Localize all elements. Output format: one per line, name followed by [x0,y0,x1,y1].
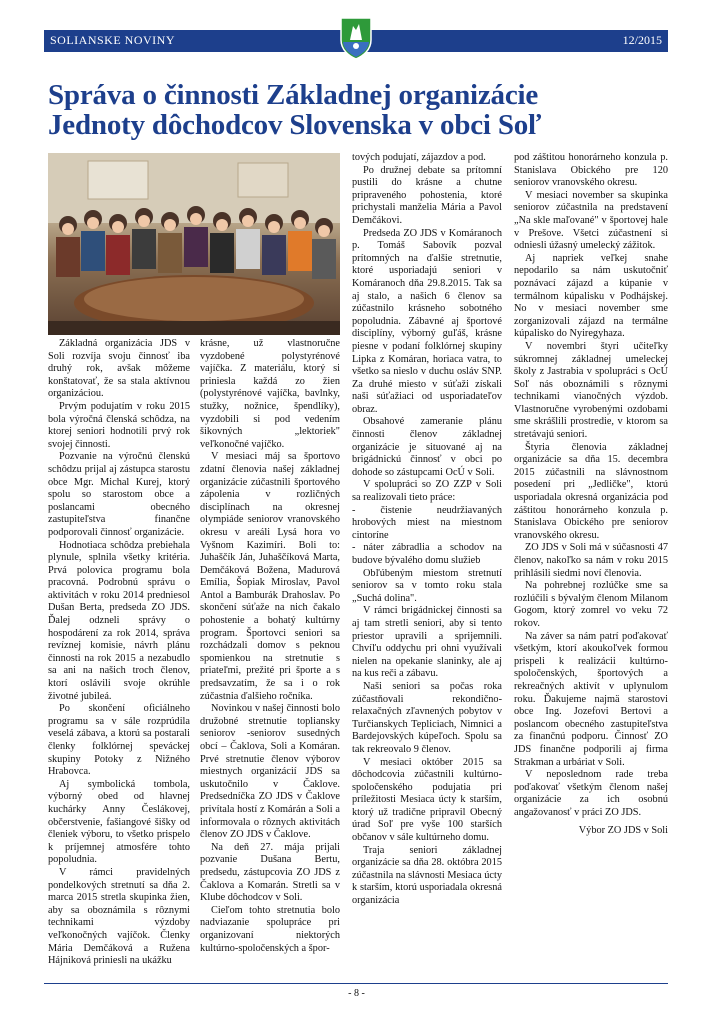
paragraph: Aj symbolická tombola, výborný obed od hlavnej kuchárky Anny Česlákovej, občerstvenie, fašiangové šišky od členiek výboru, to všetko prispelo k príjemnej atmosfére tohto popoludnia. [48,778,190,866]
paragraph: pod záštitou honorárneho konzula p. Stanislava Obického pre 120 seniorov vranovského okresu. [514,152,668,189]
group-photo [48,153,340,335]
paragraph: V neposlednom rade treba poďakovať všetkým členom našej organizácie za ich osobnú angažovanosť v práci ZO JDS. [514,769,668,818]
paragraph: Cieľom tohto stretnutia bolo nadviazanie spolupráce pri organizovaní niektorých kultúrno-spoločenských a špor- [200,904,340,954]
paragraph: V rámci brigádnickej činnosti sa aj tam stretli seniori, aby si tento priestor upravili a sprijemnili. Chvíľu oddychu pri ohni využívali nielen na opekanie slaninky, ale aj na kus reči a zábavu. [352,605,502,680]
paragraph: Po skončení oficiálneho programu sa v sále rozprúdila veselá zábava, a ktorú sa postarali členky folklórnej speváckej skupiny Potoky z Nižného Hrabovca. [48,703,190,778]
paragraph: Pozvanie na výročnú členskú schôdzu prijal aj zástupca starostu obce Mgr. Michal Kurej, ktorý spolu so starostom obce a poslancami obecného zastupiteľstva finančne podporovali činnosť organizácie. [48,451,190,538]
coat-of-arms-icon [339,16,373,60]
paragraph: Základná organizácia JDS v Soli rozvíja svoju činnosť iba druhý rok, avšak môžeme konštatovať, že sa stala aktívnou organizáciou. [48,338,190,400]
paragraph: V novembri štyri učiteľky súkromnej základnej umeleckej školy z Jastrabia v spolupráci s OcÚ Soľ nás oboznámili s rôznymi technikami vianočných výzdob. Vlastnoručne vyrobenými ozdobami sme skrášlili prostredie, v ktorom sa stretávajú seniori. [514,340,668,441]
paragraph: Štyria členovia základnej organizácie sa dňa 15. decembra 2015 zúčastnili na slávnostnom posedení pri „Jedličke", ktorú usporiadala okresná organizácia pod záštitou honorárneho konzula p. Stanislava Obického pre seniorov vranovského okresu. [514,441,668,541]
paragraph: Hodnotiaca schôdza prebiehala plynule, splnila všetky kritéria. Prvá polovica programu bola pracovná. Podrobnú správu o aktivitách v roku 2014 predniesol Dušan Berta, predseda ZO JDS. Ďalej odzneli správy o hospodárení za rok 2014, správa revíznej komisie, návrh plánu činnosti na rok 2015 a nezabudlo sa ani na našich troch členov, ktorí oslávili svoje okrúhle životné jubileá. [48,539,190,702]
list-item: - čistenie neudržiavaných hrobových miest na miestnom cintoríne [352,504,502,541]
article-column-4 [514,152,668,838]
paragraph: Na deň 27. mája prijali pozvanie Dušana Bertu, predsedu, zástupcovia ZO JDS z Čaklova a Komarán. Stretli sa v Klube dôchodcov v Soli. [200,841,340,904]
paragraph: Obsahové zameranie plánu činnosti členov základnej organizácie je situované aj na brigádnickú činnosť v obci po dohode so zástupcami OcÚ v Soli. [352,416,502,478]
article-column-1 [48,338,190,968]
paragraph: V mesiaci máj sa športovo zdatní členovia našej základnej organizácie zúčastnili športového zápolenia v rozličných disciplínach na okresnej olympiáde seniorov vranovského okresu v areáli Lysá hora vo Vyšnom Kazimíri. Boli to: Juhaščík Ján, Juhaščíková Marta, Demčáková Božena, Madurová Emília, Šopiak Miroslav, Pavol Antol a Bamburák Drahoslav. Po skončení súťaže na nich čakalo pohostenie a bohatý kultúrny program. Športovci seniori sa rozchádzali domov s peknou spomienkou na stretnutie s priateľmi, prežité pri športe a s predsavzatím, že sa i o rok zúčastnia ďalšieho ročníka. [200,451,340,702]
paragraph: Aj napriek veľkej snahe nepodarilo sa nám uskutočniť poznávací zájazd a kúpanie v termálnom kúpalisku v Podhájskej. No v mesiaci november sme zorganizovali zájazd na termálne kúpalisko do Nyiregyhaza. [514,252,668,340]
paragraph: tových podujatí, zájazdov a pod. [352,152,486,163]
paragraph: Predseda ZO JDS v Komáranoch p. Tomáš Sabovík pozval prítomných na ďalšie stretnutie, ktoré usporiadajú seniori v Komáranoch dňa 29.8.2015. Tak sa aj stalo, a našich 6 členov sa zúčastnilo krásneho sobotného popoludnia. Zábavné aj športové disciplíny, výborný guľáš, krásne piesne v podaní folklórnej skupiny Lipka z Komáran, horiaca vatra, to všetko sa nieslo v duchu osláv SNP. Za druhé miesto v súťaži získali naši súťažiaci od usporiadateľov obraz. [352,227,502,415]
list-item: - náter zábradlia a schodov na budove bývalého domu služieb [352,542,502,566]
group-photo-image [48,153,340,335]
article-column-3 [352,152,502,908]
paragraph: Obľúbeným miestom stretnutí seniorov sa v tomto roku stala „Suchá dolina". [352,567,502,604]
title-line-1: Správa o činnosti Základnej organizácie [48,79,539,111]
paragraph: Naši seniori sa počas roka zúčastňovali rekondično-relaxačných zľavnených pobytov v Turčianskych Tepliciach, Nimnici a Bardejovských kúpeľoch. Spolu sa tak rekreovalo 9 členov. [352,680,502,755]
issue-number: 12/2015 [622,33,662,47]
paragraph: V mesiaci október 2015 sa dôchodcovia zúčastnili kultúrno-spoločenského podujatia pri príležitosti Mesiaca úcty k starším, ktorý už tradične pripravil Obecný úrad Soľ pre vyše 100 starších občanov v sále kultúrneho domu. [352,756,502,844]
paragraph: Po družnej debate sa prítomní pustili do krásne a chutne pripraveného pohostenia, ktoré prichystali manželia Mária a Pavol Demčákovi. [352,164,502,226]
footer-divider [44,983,668,984]
paragraph: V rámci pravidelných pondelkových stretnutí sa dňa 2. marca 2015 stretla skupinka žien, aby sa oboznámila s rôznymi technikami výzdoby veľkonočných vajíčok. Členky Mária Demčáková a Ružena Hájniková priniesli na ukážku [48,866,190,967]
paragraph: krásne, už vlastnoručne vyzdobené polystyrénové vajíčka. Z materiálu, ktorý si priniesla každá zo žien (polystyrénové vajíčka, bavlnky, stužky, nožnice, špendlíky), vyzdobili si pod vedením šikovných „lektoriek" veľkonočné vajíčko. [200,338,340,450]
paragraph: Novinkou v našej činnosti bolo družobné stretnutie topliansky seniorov -seniorov susedných obcí – Čaklova, Soli a Komáran. Prvé stretnutie členov výborov miestnych organizácií JDS sa uskutočnilo v Čaklove. Predsedníčka ZO JDS v Čaklove privítala hostí z Komárán a Soli a informovala o rôznych aktivitách členov ZO JDS v Čaklove. [200,703,340,841]
paragraph: Prvým podujatím v roku 2015 bola výročná členská schôdza, na ktorej seniori hodnotili prvý rok svojej činnosti. [48,400,190,450]
paragraph: V spolupráci so ZO ZZP v Soli sa realizovali tieto práce: [352,479,502,504]
publication-name: SOLIANSKE NOVINY [50,33,175,47]
signature: Výbor ZO JDS v Soli [578,825,668,837]
page-number: - 8 - [348,988,365,999]
paragraph: Na záver sa nám patrí poďakovať všetkým, ktorí akoukoľvek formou prispeli k realizácii kultúrno-spoločenských, športových a rekreačných aktivít v uplynulom roku. Ďakujeme najmä starostovi obce Ing. Jozefovi Bertovi a poslancom obecného zastupiteľstva za finančnú podporu. Činnosť ZO JDS finančne podporili aj firma Strakman a urbáriat v Soli. [514,630,668,768]
article-column-2 [200,338,340,955]
article-title [48,80,668,140]
paragraph: Na pohrebnej rozlúčke sme sa rozlúčili s bývalým členom Milanom Gogom, ktorý zomrel vo veku 72 rokov. [514,580,668,629]
paragraph: Traja seniori základnej organizácie sa dňa 28. októbra 2015 zúčastnila na slávnosti Mesiaca úcty k starším, ktorú usporiadala okresná organizácia [352,844,502,907]
paragraph: ZO JDS v Soli má v súčasnosti 47 členov, nakoľko sa nám v roku 2015 prihlásili siedmi noví členovia. [514,542,668,579]
title-line-2: Jednoty dôchodcov Slovenska v obci Soľ [48,109,542,141]
paragraph: V mesiaci november sa skupinka seniorov zúčastnila na predstavení „Na skle maľované" v športovej hale v Prešove. Všetci zúčastnení si odniesli úžasný umelecký zážitok. [514,189,668,252]
